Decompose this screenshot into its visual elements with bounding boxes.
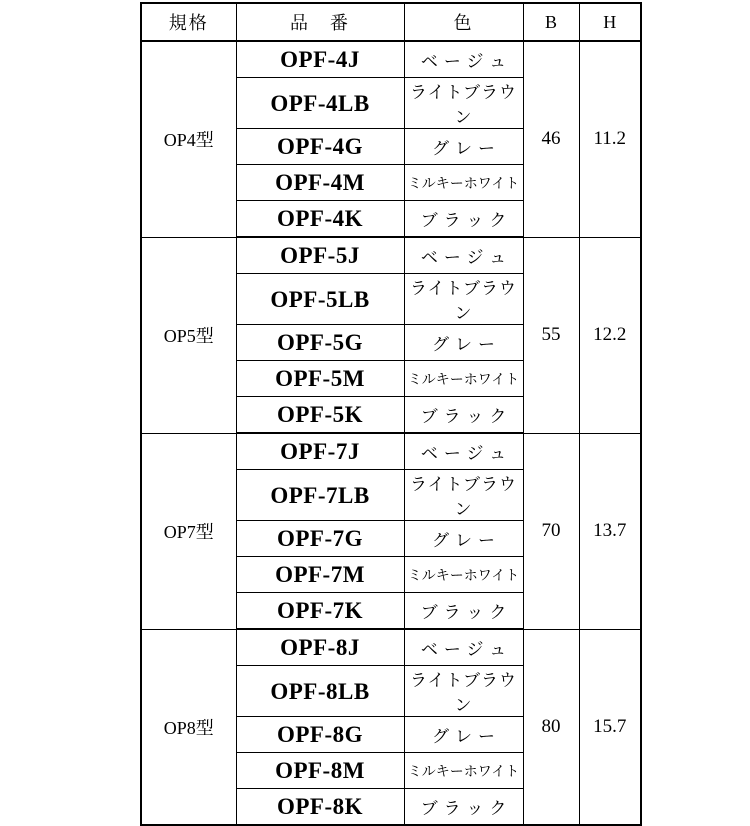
cell-kikaku: OP4型 <box>141 41 236 237</box>
cell-hinban: OPF-5LB <box>236 274 404 325</box>
cell-kikaku: OP7型 <box>141 433 236 629</box>
cell-h: 11.2 <box>579 41 641 237</box>
table-body <box>141 41 641 825</box>
color-label: ミルキーホワイト <box>407 176 520 192</box>
cell-kikaku: OP5型 <box>141 237 236 433</box>
color-label: グレー <box>432 335 501 354</box>
cell-hinban: OPF-7K <box>236 593 404 630</box>
cell-hinban: OPF-5M <box>236 361 404 397</box>
color-label: グレー <box>432 727 501 746</box>
cell-hinban: OPF-7LB <box>236 470 404 521</box>
column-header-h: H <box>579 3 641 41</box>
color-label: ミルキーホワイト <box>407 764 520 780</box>
cell-hinban: OPF-8LB <box>236 666 404 717</box>
cell-kikaku: OP8型 <box>141 629 236 825</box>
cell-hinban: OPF-5K <box>236 397 404 434</box>
cell-hinban: OPF-8K <box>236 789 404 826</box>
cell-b: 46 <box>523 41 579 237</box>
cell-iro <box>404 433 523 470</box>
cell-iro <box>404 274 523 325</box>
color-label: ブラック <box>420 799 513 818</box>
column-header-hinban: 品 番 <box>236 3 404 41</box>
cell-iro <box>404 717 523 753</box>
cell-b: 70 <box>523 433 579 629</box>
cell-hinban: OPF-8G <box>236 717 404 753</box>
color-label: ブラック <box>420 211 513 230</box>
cell-b: 80 <box>523 629 579 825</box>
color-label: ベージュ <box>420 640 513 659</box>
cell-iro <box>404 557 523 593</box>
color-label: グレー <box>432 139 501 158</box>
color-label: ライトブラウン <box>410 671 517 715</box>
table-header <box>141 3 641 41</box>
color-label: ベージュ <box>420 52 513 71</box>
cell-hinban: OPF-4M <box>236 165 404 201</box>
cell-iro <box>404 129 523 165</box>
cell-iro <box>404 41 523 78</box>
cell-hinban: OPF-4LB <box>236 78 404 129</box>
cell-hinban: OPF-7M <box>236 557 404 593</box>
cell-hinban: OPF-7J <box>236 433 404 470</box>
cell-iro <box>404 237 523 274</box>
cell-iro <box>404 201 523 238</box>
color-label: グレー <box>432 531 501 550</box>
cell-iro <box>404 397 523 434</box>
cell-hinban: OPF-5G <box>236 325 404 361</box>
cell-iro <box>404 789 523 826</box>
cell-iro <box>404 78 523 129</box>
color-label: ブラック <box>420 407 513 426</box>
color-label: ライトブラウン <box>410 475 517 519</box>
column-header-iro: 色 <box>404 3 523 41</box>
color-label: ライトブラウン <box>410 279 517 323</box>
cell-iro <box>404 629 523 666</box>
column-header-b: B <box>523 3 579 41</box>
color-label: ライトブラウン <box>410 83 517 127</box>
table-row <box>141 237 641 274</box>
cell-hinban: OPF-4K <box>236 201 404 238</box>
cell-h: 13.7 <box>579 433 641 629</box>
cell-iro <box>404 165 523 201</box>
cell-hinban: OPF-4G <box>236 129 404 165</box>
table-row <box>141 433 641 470</box>
table-row <box>141 629 641 666</box>
header-row <box>141 3 641 41</box>
column-header-kikaku: 規格 <box>141 3 236 41</box>
color-label: ミルキーホワイト <box>407 568 520 584</box>
spec-table-container <box>140 2 642 826</box>
cell-iro <box>404 325 523 361</box>
color-label: ミルキーホワイト <box>407 372 520 388</box>
color-label: ブラック <box>420 603 513 622</box>
cell-b: 55 <box>523 237 579 433</box>
cell-iro <box>404 666 523 717</box>
cell-iro <box>404 361 523 397</box>
cell-hinban: OPF-8J <box>236 629 404 666</box>
cell-h: 15.7 <box>579 629 641 825</box>
cell-iro <box>404 521 523 557</box>
color-label: ベージュ <box>420 248 513 267</box>
cell-iro <box>404 470 523 521</box>
cell-hinban: OPF-4J <box>236 41 404 78</box>
cell-hinban: OPF-5J <box>236 237 404 274</box>
color-label: ベージュ <box>420 444 513 463</box>
cell-hinban: OPF-7G <box>236 521 404 557</box>
cell-h: 12.2 <box>579 237 641 433</box>
cell-iro <box>404 593 523 630</box>
cell-iro <box>404 753 523 789</box>
table-row <box>141 41 641 78</box>
product-spec-table <box>140 2 642 826</box>
cell-hinban: OPF-8M <box>236 753 404 789</box>
